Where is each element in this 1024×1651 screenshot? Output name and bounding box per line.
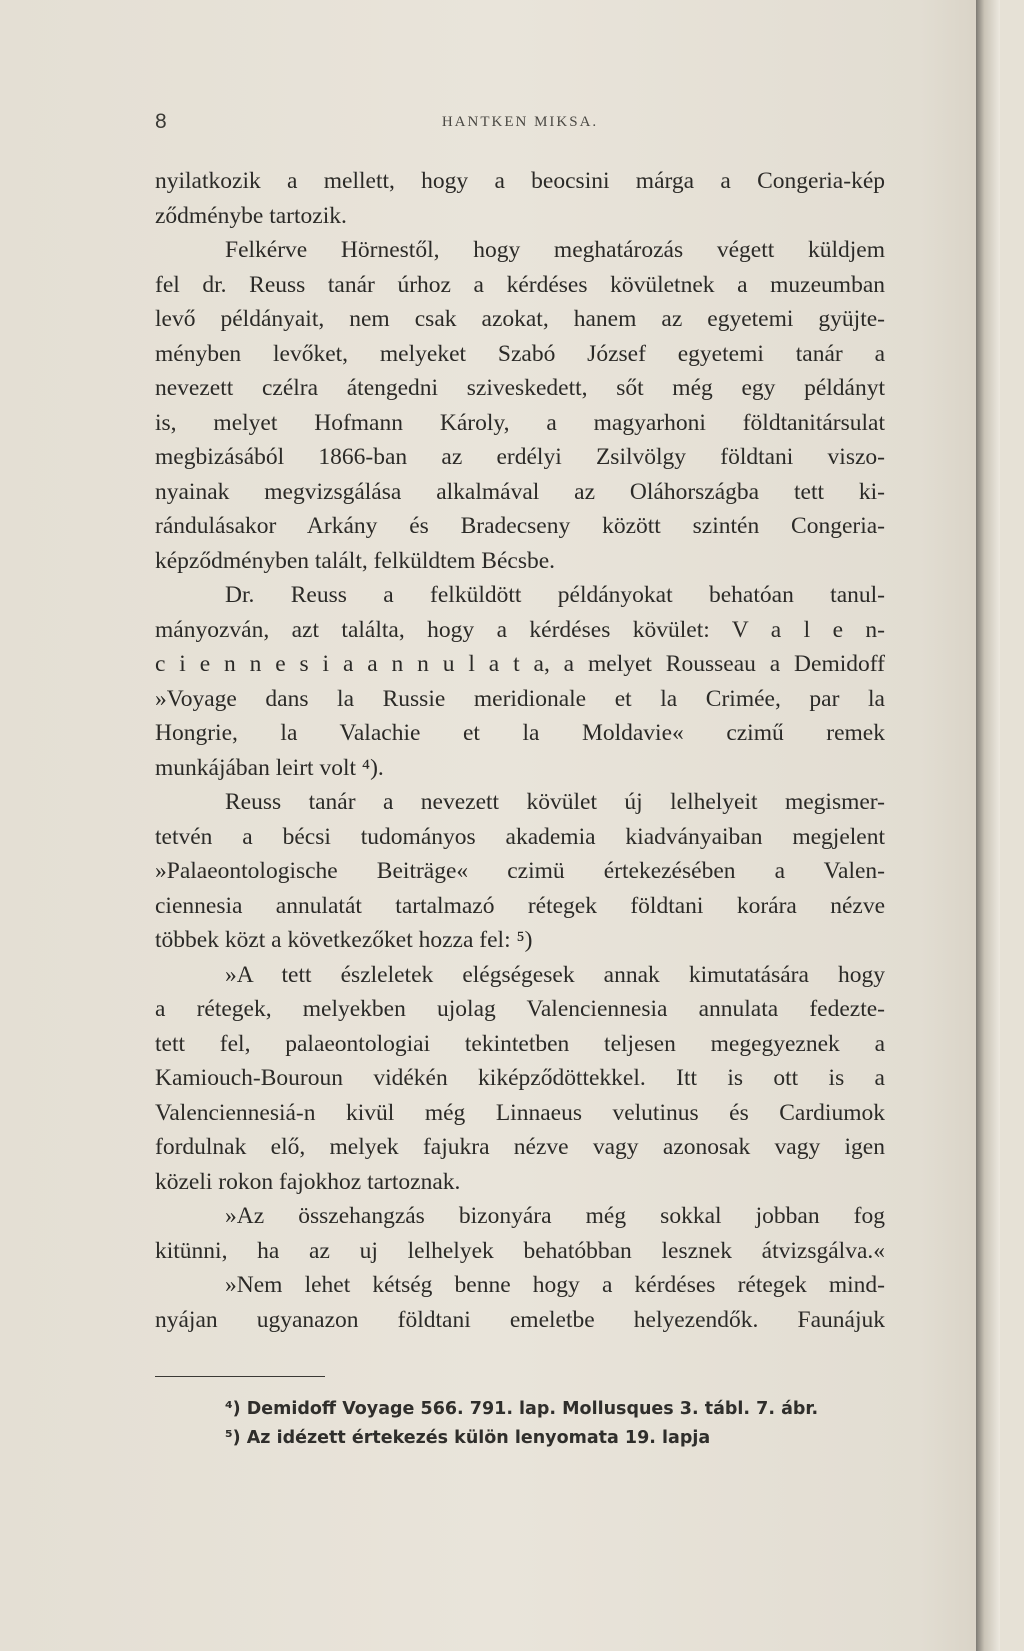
text-line: »Voyage dans la Russie meridionale et la Crimée, par la: [155, 685, 885, 712]
text-line: tetvén a bécsi tudományos akademia kiadványaiban megjelent: [155, 823, 885, 850]
text-line: Felkérve Hörnestől, hogy meghatározás végett küldjem: [225, 237, 885, 263]
footnote-rule: [155, 1376, 325, 1377]
body-text: [155, 164, 885, 1337]
text-line: Kamiouch-Bouroun vidékén kiképződöttekkel. Itt is ott is a: [155, 1065, 885, 1091]
text-line: képződményben talált, felküldtem Bécsbe.: [155, 547, 556, 574]
footnote-4: ⁴) Demidoff Voyage 566. 791. lap. Mollusques 3. tábl. 7. ábr.: [225, 1399, 819, 1419]
text-line: c i e n n e s i a a n n u l a t a, a melyet Rousseau a Demidoff: [155, 651, 885, 677]
footnotes: [225, 1395, 845, 1453]
text-line: nyilatkozik a mellett, hogy a beocsini márga a Congeria-kép: [155, 168, 885, 194]
text-line: a rétegek, melyekben ujolag Valenciennesia annulata fedezte-: [155, 996, 885, 1022]
text-line: is, melyet Hofmann Károly, a magyarhoni földtanitársulat: [155, 409, 885, 436]
text-line: fel dr. Reuss tanár úrhoz a kérdéses kövületnek a muzeumban: [155, 271, 885, 298]
text-line: »A tett észleletek elégségesek annak kimutatására hogy: [225, 961, 885, 988]
text-line: rándulásakor Arkány és Bradecseny között szintén Congeria-: [155, 513, 885, 539]
page-number: 8: [155, 110, 167, 133]
text-line: Dr. Reuss a felküldött példányokat behatóan tanul-: [225, 582, 885, 608]
running-head: HANTKEN MIKSA.: [441, 114, 599, 130]
text-line: közeli rokon fajokhoz tartoznak.: [155, 1168, 461, 1195]
text-line: kitünni, ha az uj lelhelyek behatóbban lesznek átvizsgálva.«: [155, 1237, 885, 1264]
text-line: tett fel, palaeontologiai tekintetben teljesen megegyeznek a: [155, 1030, 885, 1057]
text-line: ciennesia annulatát tartalmazó rétegek földtani korára nézve: [155, 892, 885, 919]
footnote-5: ⁵) Az idézett értekezés külön lenyomata 19. lapja: [225, 1428, 711, 1448]
page-edge-shadow: [976, 0, 1000, 1651]
text-line: nyainak megvizsgálása alkalmával az Oláhországba tett ki-: [155, 478, 885, 505]
text-line: »Nem lehet kétség benne hogy a kérdéses rétegek mind-: [225, 1272, 885, 1298]
text-line: »Az összehangzás bizonyára még sokkal jobban fog: [225, 1203, 885, 1229]
text-line: ződménybe tartozik.: [155, 202, 347, 229]
text-line: megbizásából 1866-ban az erdélyi Zsilvölgy földtani viszo-: [155, 444, 885, 470]
text-line: nevezett czélra átengedni sziveskedett, sőt még egy példányt: [155, 375, 885, 401]
text-line: Valenciennesiá-n kivül még Linnaeus velutinus és Cardiumok: [155, 1099, 885, 1126]
text-line: ményben levőket, melyeket Szabó József egyetemi tanár a: [155, 340, 885, 367]
text-line: fordulnak elő, melyek fajukra nézve vagy azonosak vagy igen: [155, 1134, 885, 1160]
text-line: nyájan ugyanazon földtani emeletbe helyezendők. Faunájuk: [155, 1306, 885, 1333]
text-line: »Palaeontologische Beiträge« czimü értekezésében a Valen-: [155, 858, 885, 884]
text-line: Reuss tanár a nevezett kövület új lelhelyeit megismer-: [225, 789, 885, 815]
text-line: levő példányait, nem csak azokat, hanem az egyetemi gyüjte-: [155, 306, 885, 332]
text-line: többek közt a következőket hozza fel: ⁵): [155, 927, 533, 953]
text-line: mányozván, azt találta, hogy a kérdéses kövület: V a l e n-: [155, 616, 885, 643]
text-line: munkájában leirt volt ⁴).: [155, 754, 384, 781]
page-header: [155, 110, 885, 140]
text-line: Hongrie, la Valachie et la Moldavie« czimű remek: [155, 720, 885, 746]
